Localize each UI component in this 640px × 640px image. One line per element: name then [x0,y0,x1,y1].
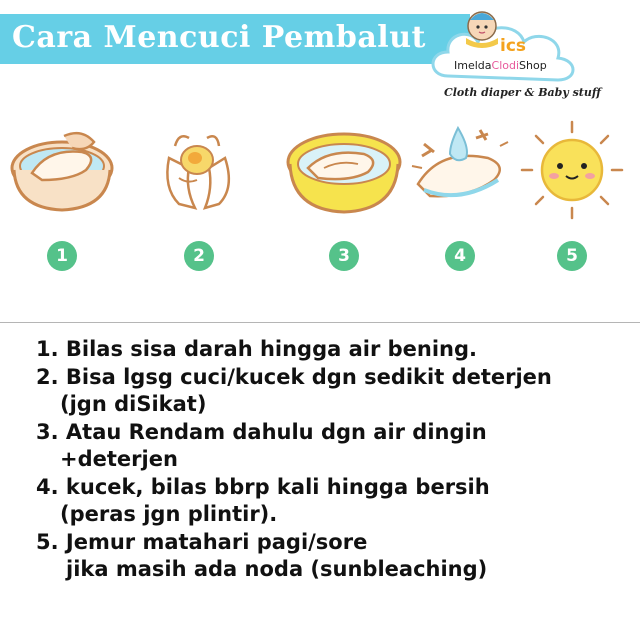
soak-basin-icon [284,118,404,238]
divider [0,322,640,323]
step-number-badge: 2 [184,241,214,271]
page-title: Cara Mencuci Pembalut [12,20,426,55]
rinse-bowl-icon [2,118,122,238]
squeeze-pad-icon [400,118,520,238]
instruction-line: jika masih ada noda (sunbleaching) [66,557,488,581]
instruction-line: (peras jgn plintir). [60,502,278,526]
logo-tagline: Cloth diaper & Baby stuff [444,86,601,99]
step-4 [400,118,520,288]
step-number-badge: 1 [47,241,77,271]
step-3 [284,118,404,288]
step-5 [512,118,632,288]
logo-letters: ics [500,36,527,56]
step-number-badge: 4 [445,241,475,271]
instruction-line: 4. kucek, bilas bbrp kali hingga bersih [36,474,490,499]
step-number-badge: 5 [557,241,587,271]
hand-wash-icon [139,118,259,238]
instruction-line: 2. Bisa lgsg cuci/kucek dgn sedikit deterjen [36,364,552,389]
instruction-line: 5. Jemur matahari pagi/sore [36,529,368,554]
step-number-badge: 3 [329,241,359,271]
logo-shop-name: ImeldaClodiShop [454,59,547,72]
steps-illustration [0,118,640,288]
sun-icon [512,118,632,238]
instruction-line: +deterjen [60,447,178,471]
step-1 [2,118,122,288]
instruction-line: 3. Atau Rendam dahulu dgn air dingin [36,419,487,444]
instructions-list [36,336,626,584]
title-banner [0,14,470,64]
step-2 [139,118,259,288]
instruction-line: 1. Bilas sisa darah hingga air bening. [36,337,478,361]
instruction-line: (jgn diSikat) [60,392,207,416]
